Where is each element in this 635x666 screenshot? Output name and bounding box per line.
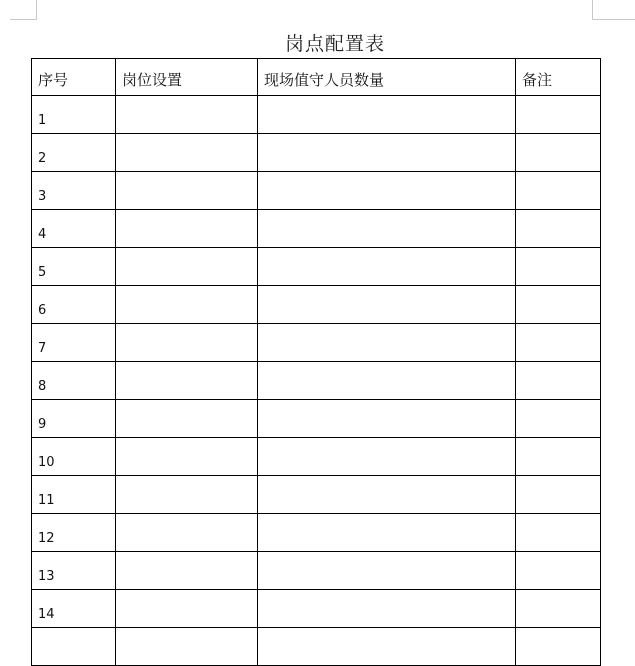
cell-remarks[interactable]: [516, 590, 601, 628]
cell-post-setting[interactable]: [116, 324, 258, 362]
cell-serial-number: 9: [32, 400, 116, 438]
cell-serial-number: 14: [32, 590, 116, 628]
table-row: [32, 476, 601, 514]
cell-remarks[interactable]: [516, 552, 601, 590]
cell-remarks[interactable]: [516, 476, 601, 514]
cell-serial-number: 1: [32, 96, 116, 134]
cell-remarks[interactable]: [516, 400, 601, 438]
cell-post-setting[interactable]: [116, 590, 258, 628]
cell-serial-number: 4: [32, 210, 116, 248]
header-onsite-staff-count: 现场值守人员数量: [258, 59, 516, 96]
document-title: 岗点配置表: [284, 33, 385, 55]
cell-onsite-staff-count[interactable]: [258, 476, 516, 514]
cell-onsite-staff-count[interactable]: [258, 628, 516, 666]
cell-post-setting[interactable]: [116, 514, 258, 552]
cell-onsite-staff-count[interactable]: [258, 362, 516, 400]
cell-post-setting[interactable]: [116, 362, 258, 400]
cell-remarks[interactable]: [516, 96, 601, 134]
cell-onsite-staff-count[interactable]: [258, 248, 516, 286]
cell-serial-number: 10: [32, 438, 116, 476]
cell-remarks[interactable]: [516, 628, 601, 666]
cell-serial-number: 11: [32, 476, 116, 514]
cell-serial-number: [32, 628, 116, 666]
table-row: [32, 96, 601, 134]
cell-serial-number: 13: [32, 552, 116, 590]
cell-post-setting[interactable]: [116, 286, 258, 324]
cell-onsite-staff-count[interactable]: [258, 172, 516, 210]
crop-mark-top-left-vertical: [36, 0, 37, 19]
post-config-table: [31, 58, 601, 666]
cell-post-setting[interactable]: [116, 438, 258, 476]
cell-onsite-staff-count[interactable]: [258, 324, 516, 362]
table-header-row: [32, 59, 601, 96]
crop-mark-top-left-horizontal: [10, 19, 37, 20]
cell-remarks[interactable]: [516, 134, 601, 172]
crop-mark-top-right-vertical: [592, 0, 593, 19]
header-post-setting: 岗位设置: [116, 59, 258, 96]
cell-post-setting[interactable]: [116, 248, 258, 286]
cell-serial-number: 5: [32, 248, 116, 286]
cell-serial-number: 3: [32, 172, 116, 210]
table-row: [32, 362, 601, 400]
table-body: [32, 96, 601, 666]
cell-post-setting[interactable]: [116, 400, 258, 438]
cell-remarks[interactable]: [516, 248, 601, 286]
cell-remarks[interactable]: [516, 324, 601, 362]
table-row: [32, 286, 601, 324]
header-serial-number: 序号: [32, 59, 116, 96]
cell-onsite-staff-count[interactable]: [258, 96, 516, 134]
table-row: [32, 210, 601, 248]
cell-serial-number: 12: [32, 514, 116, 552]
table-row: [32, 628, 601, 666]
cell-onsite-staff-count[interactable]: [258, 134, 516, 172]
cell-remarks[interactable]: [516, 514, 601, 552]
cell-serial-number: 6: [32, 286, 116, 324]
cell-remarks[interactable]: [516, 210, 601, 248]
cell-onsite-staff-count[interactable]: [258, 514, 516, 552]
table-row: [32, 514, 601, 552]
cell-serial-number: 2: [32, 134, 116, 172]
cell-onsite-staff-count[interactable]: [258, 286, 516, 324]
cell-serial-number: 8: [32, 362, 116, 400]
cell-onsite-staff-count[interactable]: [258, 400, 516, 438]
header-remarks: 备注: [516, 59, 601, 96]
table-row: [32, 590, 601, 628]
cell-post-setting[interactable]: [116, 476, 258, 514]
cell-serial-number: 7: [32, 324, 116, 362]
table-row: [32, 552, 601, 590]
table-row: [32, 134, 601, 172]
crop-mark-top-right-horizontal: [592, 19, 635, 20]
cell-remarks[interactable]: [516, 172, 601, 210]
cell-post-setting[interactable]: [116, 210, 258, 248]
cell-onsite-staff-count[interactable]: [258, 552, 516, 590]
cell-onsite-staff-count[interactable]: [258, 590, 516, 628]
cell-remarks[interactable]: [516, 362, 601, 400]
cell-onsite-staff-count[interactable]: [258, 210, 516, 248]
cell-post-setting[interactable]: [116, 96, 258, 134]
table-row: [32, 400, 601, 438]
cell-onsite-staff-count[interactable]: [258, 438, 516, 476]
cell-post-setting[interactable]: [116, 172, 258, 210]
cell-post-setting[interactable]: [116, 552, 258, 590]
table-row: [32, 438, 601, 476]
table-row: [32, 172, 601, 210]
cell-post-setting[interactable]: [116, 134, 258, 172]
table-row: [32, 324, 601, 362]
cell-post-setting[interactable]: [116, 628, 258, 666]
cell-remarks[interactable]: [516, 438, 601, 476]
table-row: [32, 248, 601, 286]
cell-remarks[interactable]: [516, 286, 601, 324]
